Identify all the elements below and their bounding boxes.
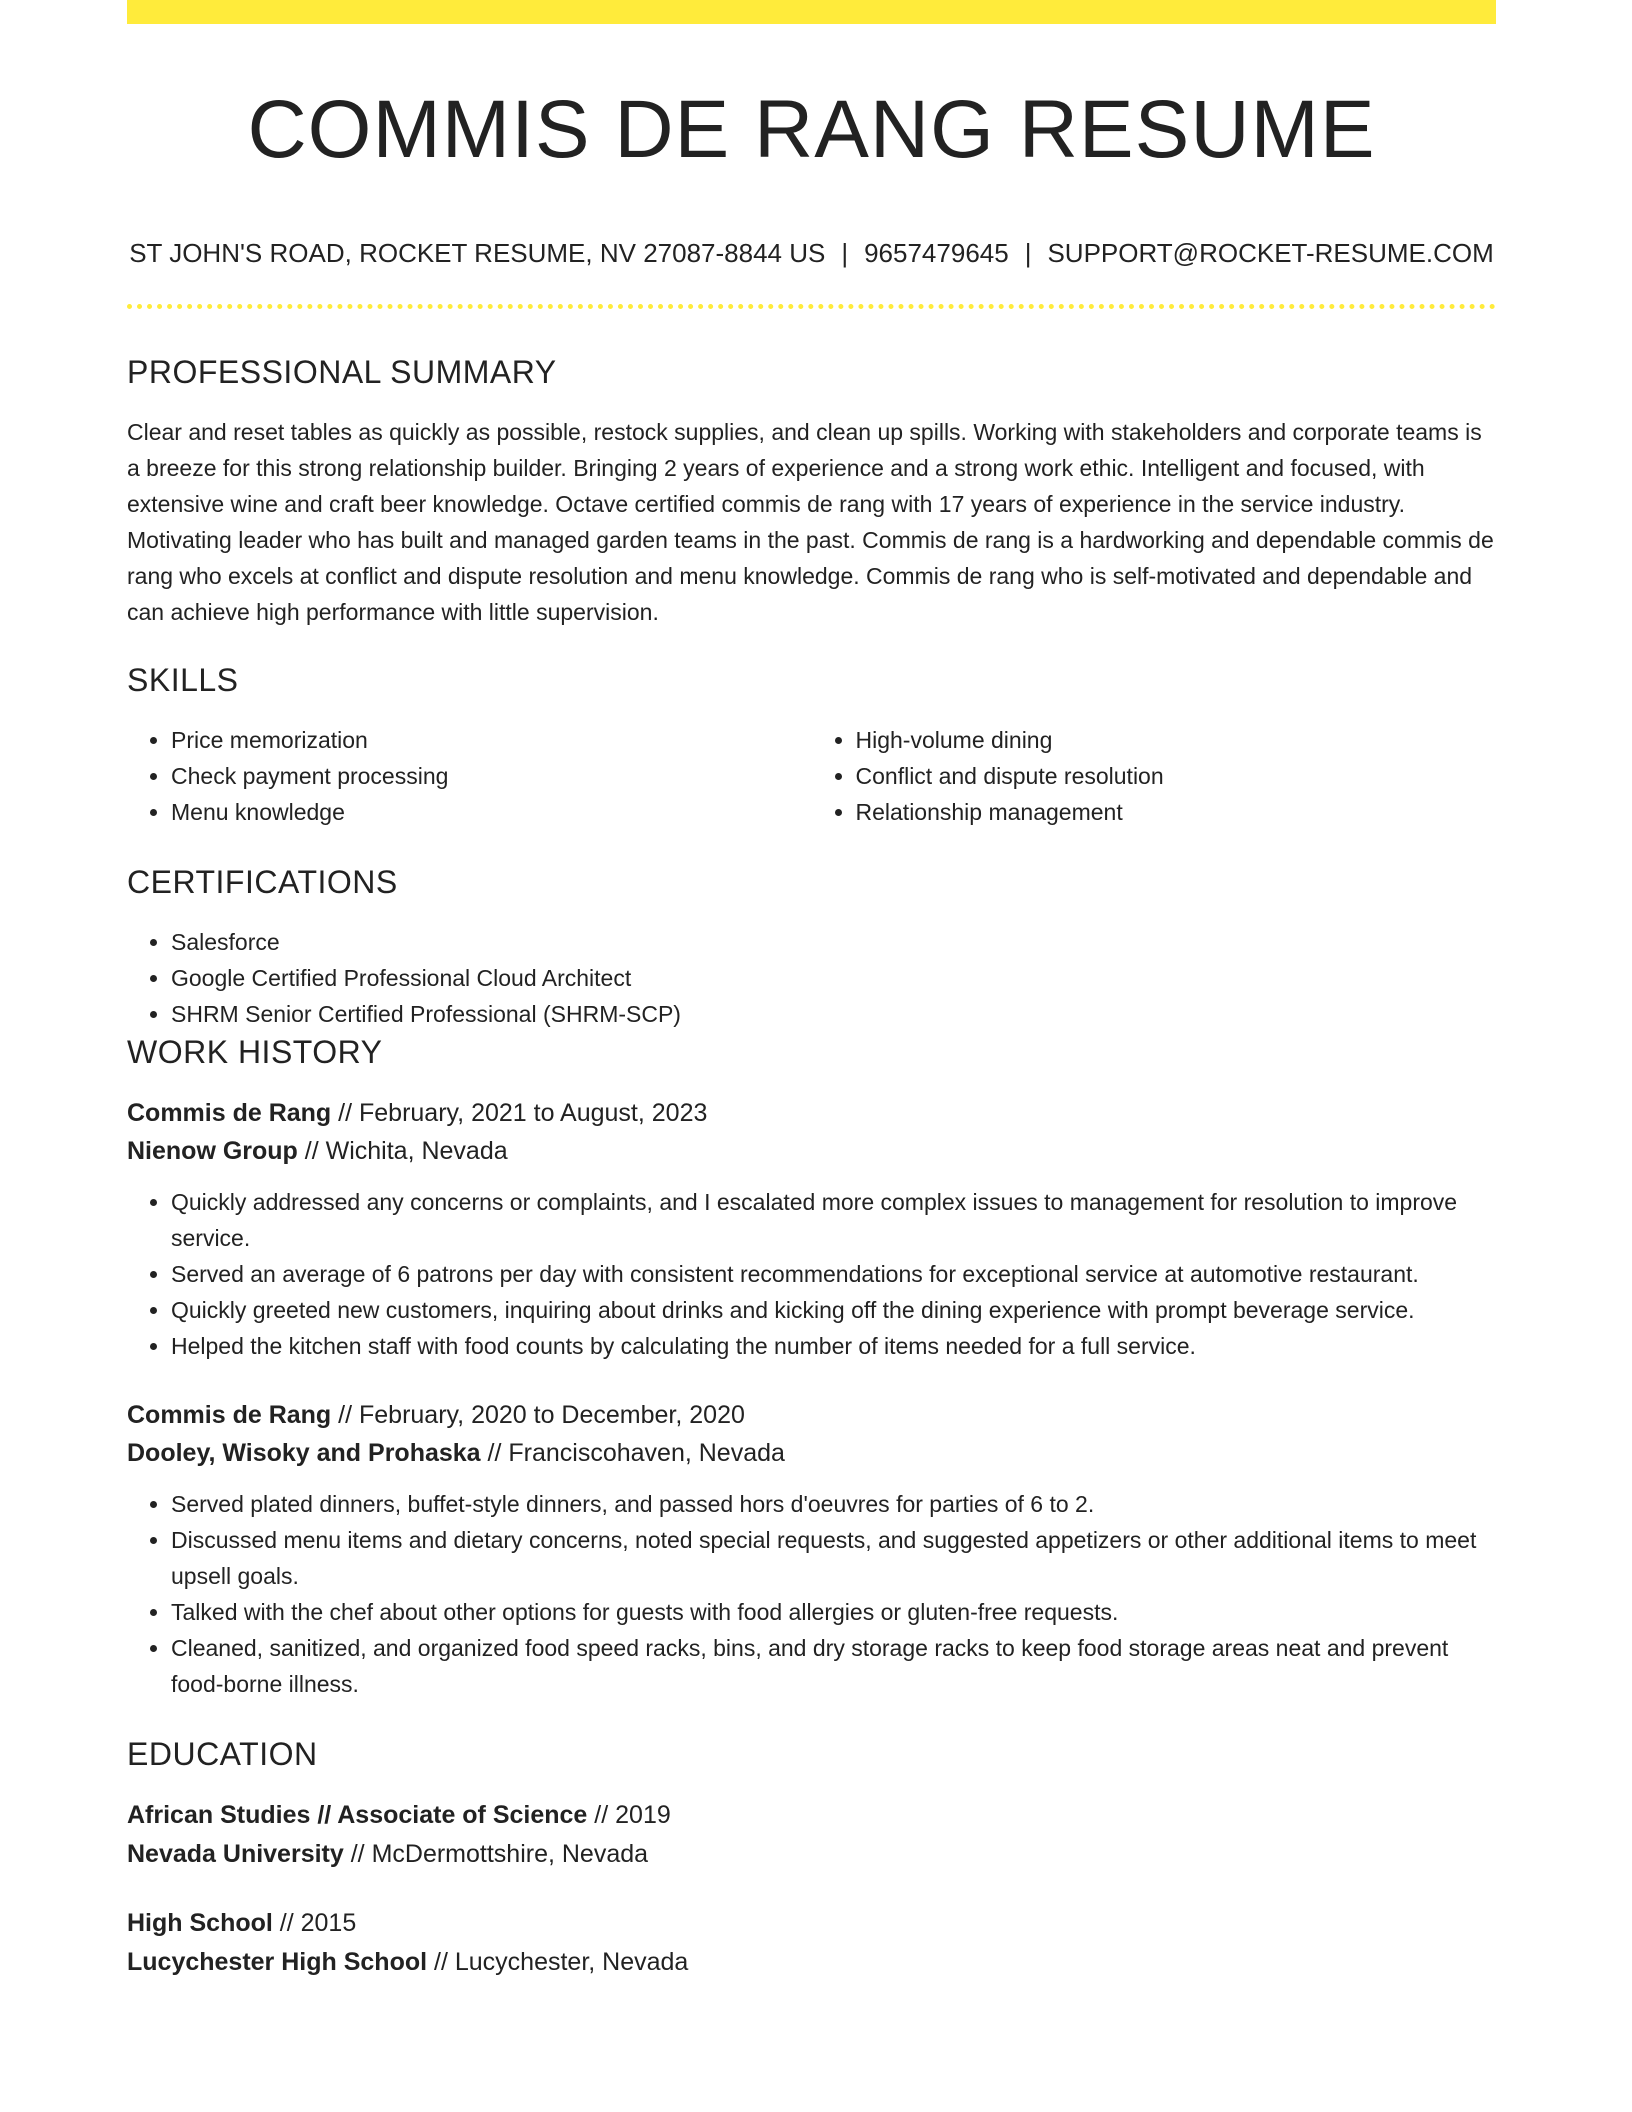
education-year: // 2019 [594, 1801, 671, 1829]
skills-list-right [812, 722, 1497, 830]
job-location: // Franciscohaven, Nevada [487, 1439, 785, 1467]
certification-item: • SHRM Senior Certified Professional (SHRM-SCP) [171, 996, 1496, 1032]
skill-item: • Menu knowledge [171, 794, 812, 830]
job-title: Commis de Rang [127, 1401, 332, 1429]
job-company-line [127, 1132, 1496, 1170]
skills-grid [127, 722, 1496, 830]
job-duty: • Talked with the chef about other options for guests with food allergies or gluten-free requests. [171, 1594, 1496, 1630]
contact-line [127, 236, 1496, 270]
dotted-divider [127, 304, 1496, 309]
education-location: // McDermottshire, Nevada [350, 1840, 649, 1868]
skills-list-left [127, 722, 812, 830]
page-title: COMMIS DE RANG RESUME [247, 84, 1376, 175]
education-section [127, 1734, 1496, 1982]
resume-body [127, 352, 1496, 2012]
job-entry [127, 1396, 1496, 1702]
summary-heading: PROFESSIONAL SUMMARY [127, 354, 557, 390]
job-company-line [127, 1434, 1496, 1472]
top-accent-bar [127, 0, 1496, 24]
work-history-heading: WORK HISTORY [127, 1034, 383, 1070]
skills-heading: SKILLS [127, 662, 239, 698]
skill-item: • Relationship management [856, 794, 1497, 830]
education-school: Lucychester High School [127, 1948, 428, 1976]
skill-item: • High-volume dining [856, 722, 1497, 758]
job-duty: • Cleaned, sanitized, and organized food speed racks, bins, and dry storage racks to keep food storage areas neat and prevent food-borne illness. [171, 1630, 1496, 1702]
certifications-list [127, 924, 1496, 1032]
job-duty: • Helped the kitchen staff with food counts by calculating the number of items needed for a full service. [171, 1328, 1496, 1364]
contact-phone: 9657479645 [864, 238, 1009, 268]
certifications-section [127, 862, 1496, 1032]
job-location: // Wichita, Nevada [304, 1137, 508, 1165]
skill-item: • Conflict and dispute resolution [856, 758, 1497, 794]
job-duty: • Quickly greeted new customers, inquiring about drinks and kicking off the dining experience with prompt beverage service. [171, 1292, 1496, 1328]
contact-separator: | [1024, 238, 1032, 268]
certifications-heading: CERTIFICATIONS [127, 864, 398, 900]
education-heading: EDUCATION [127, 1736, 318, 1772]
job-duty: • Quickly addressed any concerns or complaints, and I escalated more complex issues to management for resolution to improve service. [171, 1184, 1496, 1256]
work-history-section [127, 1032, 1496, 1702]
education-degree: High School [127, 1909, 273, 1937]
certification-item: • Salesforce [171, 924, 1496, 960]
education-entry [127, 1796, 1496, 1874]
summary-section [127, 352, 1496, 630]
summary-text: Clear and reset tables as quickly as possible, restock supplies, and clean up spills. Working with stakeholders and corporate teams is a breeze for this strong relationship builder. Bringing 2 years of experience and a strong work ethic. Intelligent and focused, with extensive wine and craft beer knowledge. Octave certified commis de rang with 17 years of experience in the service industry. Motivating leader who has built and managed garden teams in the past. Commis de rang is a hardworking and dependable commis de rang who excels at conflict and dispute resolution and menu knowledge. Commis de rang who is self-motivated and dependable and can achieve high performance with little supervision. [127, 419, 1494, 625]
job-duty: • Discussed menu items and dietary concerns, noted special requests, and suggested appetizers or other additional items to meet upsell goals. [171, 1522, 1496, 1594]
job-duties-list [127, 1184, 1496, 1364]
contact-separator: | [841, 238, 849, 268]
job-company: Nienow Group [127, 1137, 298, 1165]
job-duty: • Served plated dinners, buffet-style dinners, and passed hors d'oeuvres for parties of 6 to 2. [171, 1486, 1496, 1522]
contact-email: SUPPORT@ROCKET-RESUME.COM [1047, 238, 1494, 268]
job-title-line [127, 1396, 1496, 1434]
contact-address: ST JOHN'S ROAD, ROCKET RESUME, NV 27087-8844 US [129, 238, 826, 268]
job-company: Dooley, Wisoky and Prohaska [127, 1439, 481, 1467]
skill-item: • Check payment processing [171, 758, 812, 794]
education-location: // Lucychester, Nevada [434, 1948, 689, 1976]
job-dates: // February, 2020 to December, 2020 [338, 1401, 745, 1429]
education-degree-line [127, 1796, 1496, 1835]
education-school-line [127, 1943, 1496, 1982]
education-year: // 2015 [279, 1909, 357, 1937]
job-duty: • Served an average of 6 patrons per day with consistent recommendations for exceptional service at automotive restaurant. [171, 1256, 1496, 1292]
skills-section [127, 660, 1496, 830]
job-title-line [127, 1094, 1496, 1132]
education-entry [127, 1904, 1496, 1982]
education-degree-line [127, 1904, 1496, 1943]
education-school: Nevada University [127, 1840, 344, 1868]
job-title: Commis de Rang [127, 1099, 332, 1127]
job-duties-list [127, 1486, 1496, 1702]
education-school-line [127, 1835, 1496, 1874]
certification-item: • Google Certified Professional Cloud Architect [171, 960, 1496, 996]
job-dates: // February, 2021 to August, 2023 [338, 1099, 708, 1127]
job-entry [127, 1094, 1496, 1364]
education-degree: African Studies // Associate of Science [127, 1801, 588, 1829]
skill-item: • Price memorization [171, 722, 812, 758]
